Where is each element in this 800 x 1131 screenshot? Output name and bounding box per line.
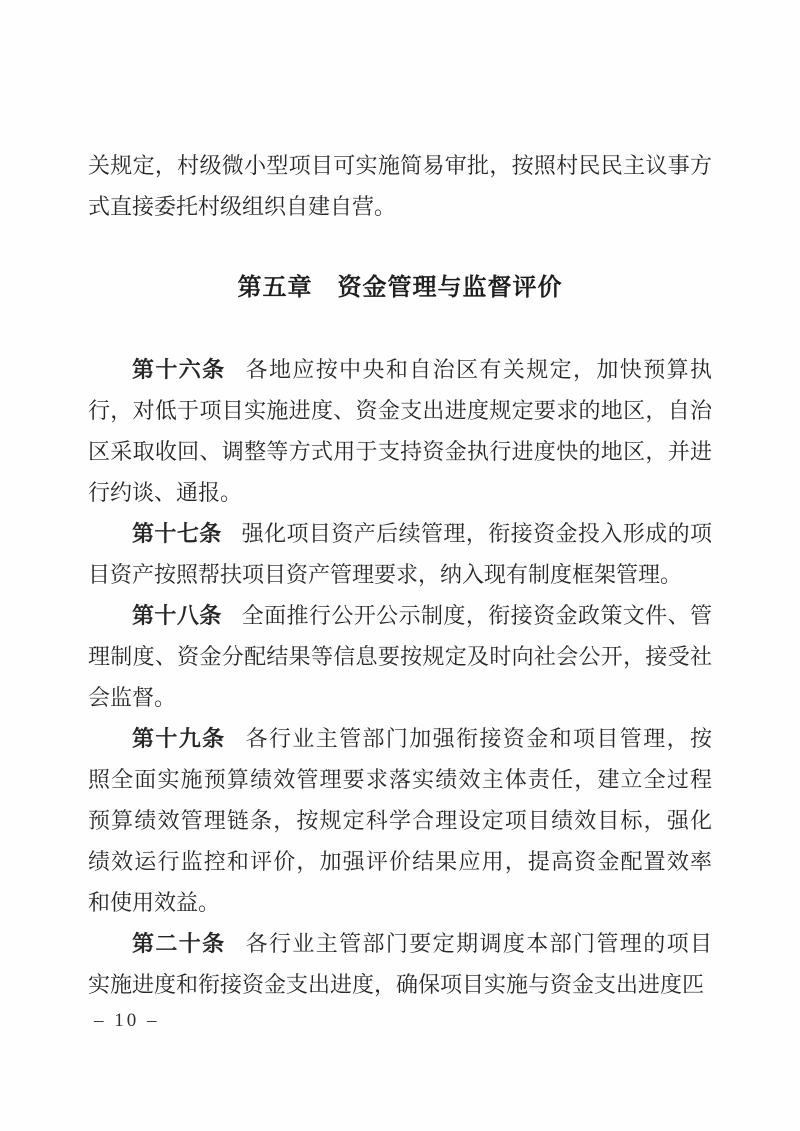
article-paragraph [88,349,712,513]
chapter-heading: 第五章 资金管理与监督评价 [237,275,563,301]
article-paragraph [88,923,712,1005]
page-number: – 10 – [94,1010,160,1031]
paragraph-line: 理制度、资金分配结果等信息要按规定及时向社会公开，接受社 [88,644,712,669]
paragraph-line: 和使用效益。 [88,890,221,915]
paragraph-line [88,513,712,554]
paragraph-line: 照全面实施预算绩效管理要求落实绩效主体责任，建立全过程 [88,767,712,792]
intro-paragraph [88,145,712,227]
article-paragraph [88,595,712,718]
article-paragraph [88,513,712,595]
paragraph-line: 绩效运行监控和评价，加强评价结果应用，提高资金配置效率 [88,849,712,874]
article-number-label: 第十九条 [132,726,226,751]
article-first-line-text: 各行业主管部门要定期调度本部门管理的项目 [245,931,712,956]
paragraph-line: 区采取收回、调整等方式用于支持资金执行进度快的地区，并进 [88,439,712,464]
paragraph-line [88,923,712,964]
paragraph-line: 会监督。 [88,685,177,710]
article-first-line-text: 全面推行公开公示制度，衔接资金政策文件、管 [241,603,712,628]
paragraph-line [88,349,712,390]
paragraph-line: 实施进度和衔接资金支出进度，确保项目实施与资金支出进度匹 [88,972,705,997]
paragraph-line [88,595,712,636]
article-number-label: 第十八条 [132,603,222,628]
article-number-label: 第十六条 [132,357,226,382]
paragraph-line: 预算绩效管理链条，按规定科学合理设定项目绩效目标，强化 [88,808,712,833]
paragraph-line: 关规定，村级微小型项目可实施简易审批，按照村民民主议事方 [88,153,712,178]
article-paragraph [88,718,712,923]
article-number-label: 第十七条 [132,521,222,546]
paragraph-line [88,718,712,759]
article-first-line-text: 各地应按中央和自治区有关规定，加快预算执 [245,357,712,382]
article-first-line-text: 强化项目资产后续管理，衔接资金投入形成的项 [241,521,712,546]
article-first-line-text: 各行业主管部门加强衔接资金和项目管理，按 [245,726,712,751]
paragraph-line: 目资产按照帮扶项目资产管理要求，纳入现有制度框架管理。 [88,562,683,587]
article-number-label: 第二十条 [132,931,226,956]
articles-container [88,349,712,1005]
paragraph-line: 行，对低于项目实施进度、资金支出进度规定要求的地区，自治 [88,398,712,423]
paragraph-line: 行约谈、通报。 [88,480,243,505]
document-body [88,145,712,1005]
paragraph-line: 式直接委托村级组织自建自营。 [88,194,397,219]
